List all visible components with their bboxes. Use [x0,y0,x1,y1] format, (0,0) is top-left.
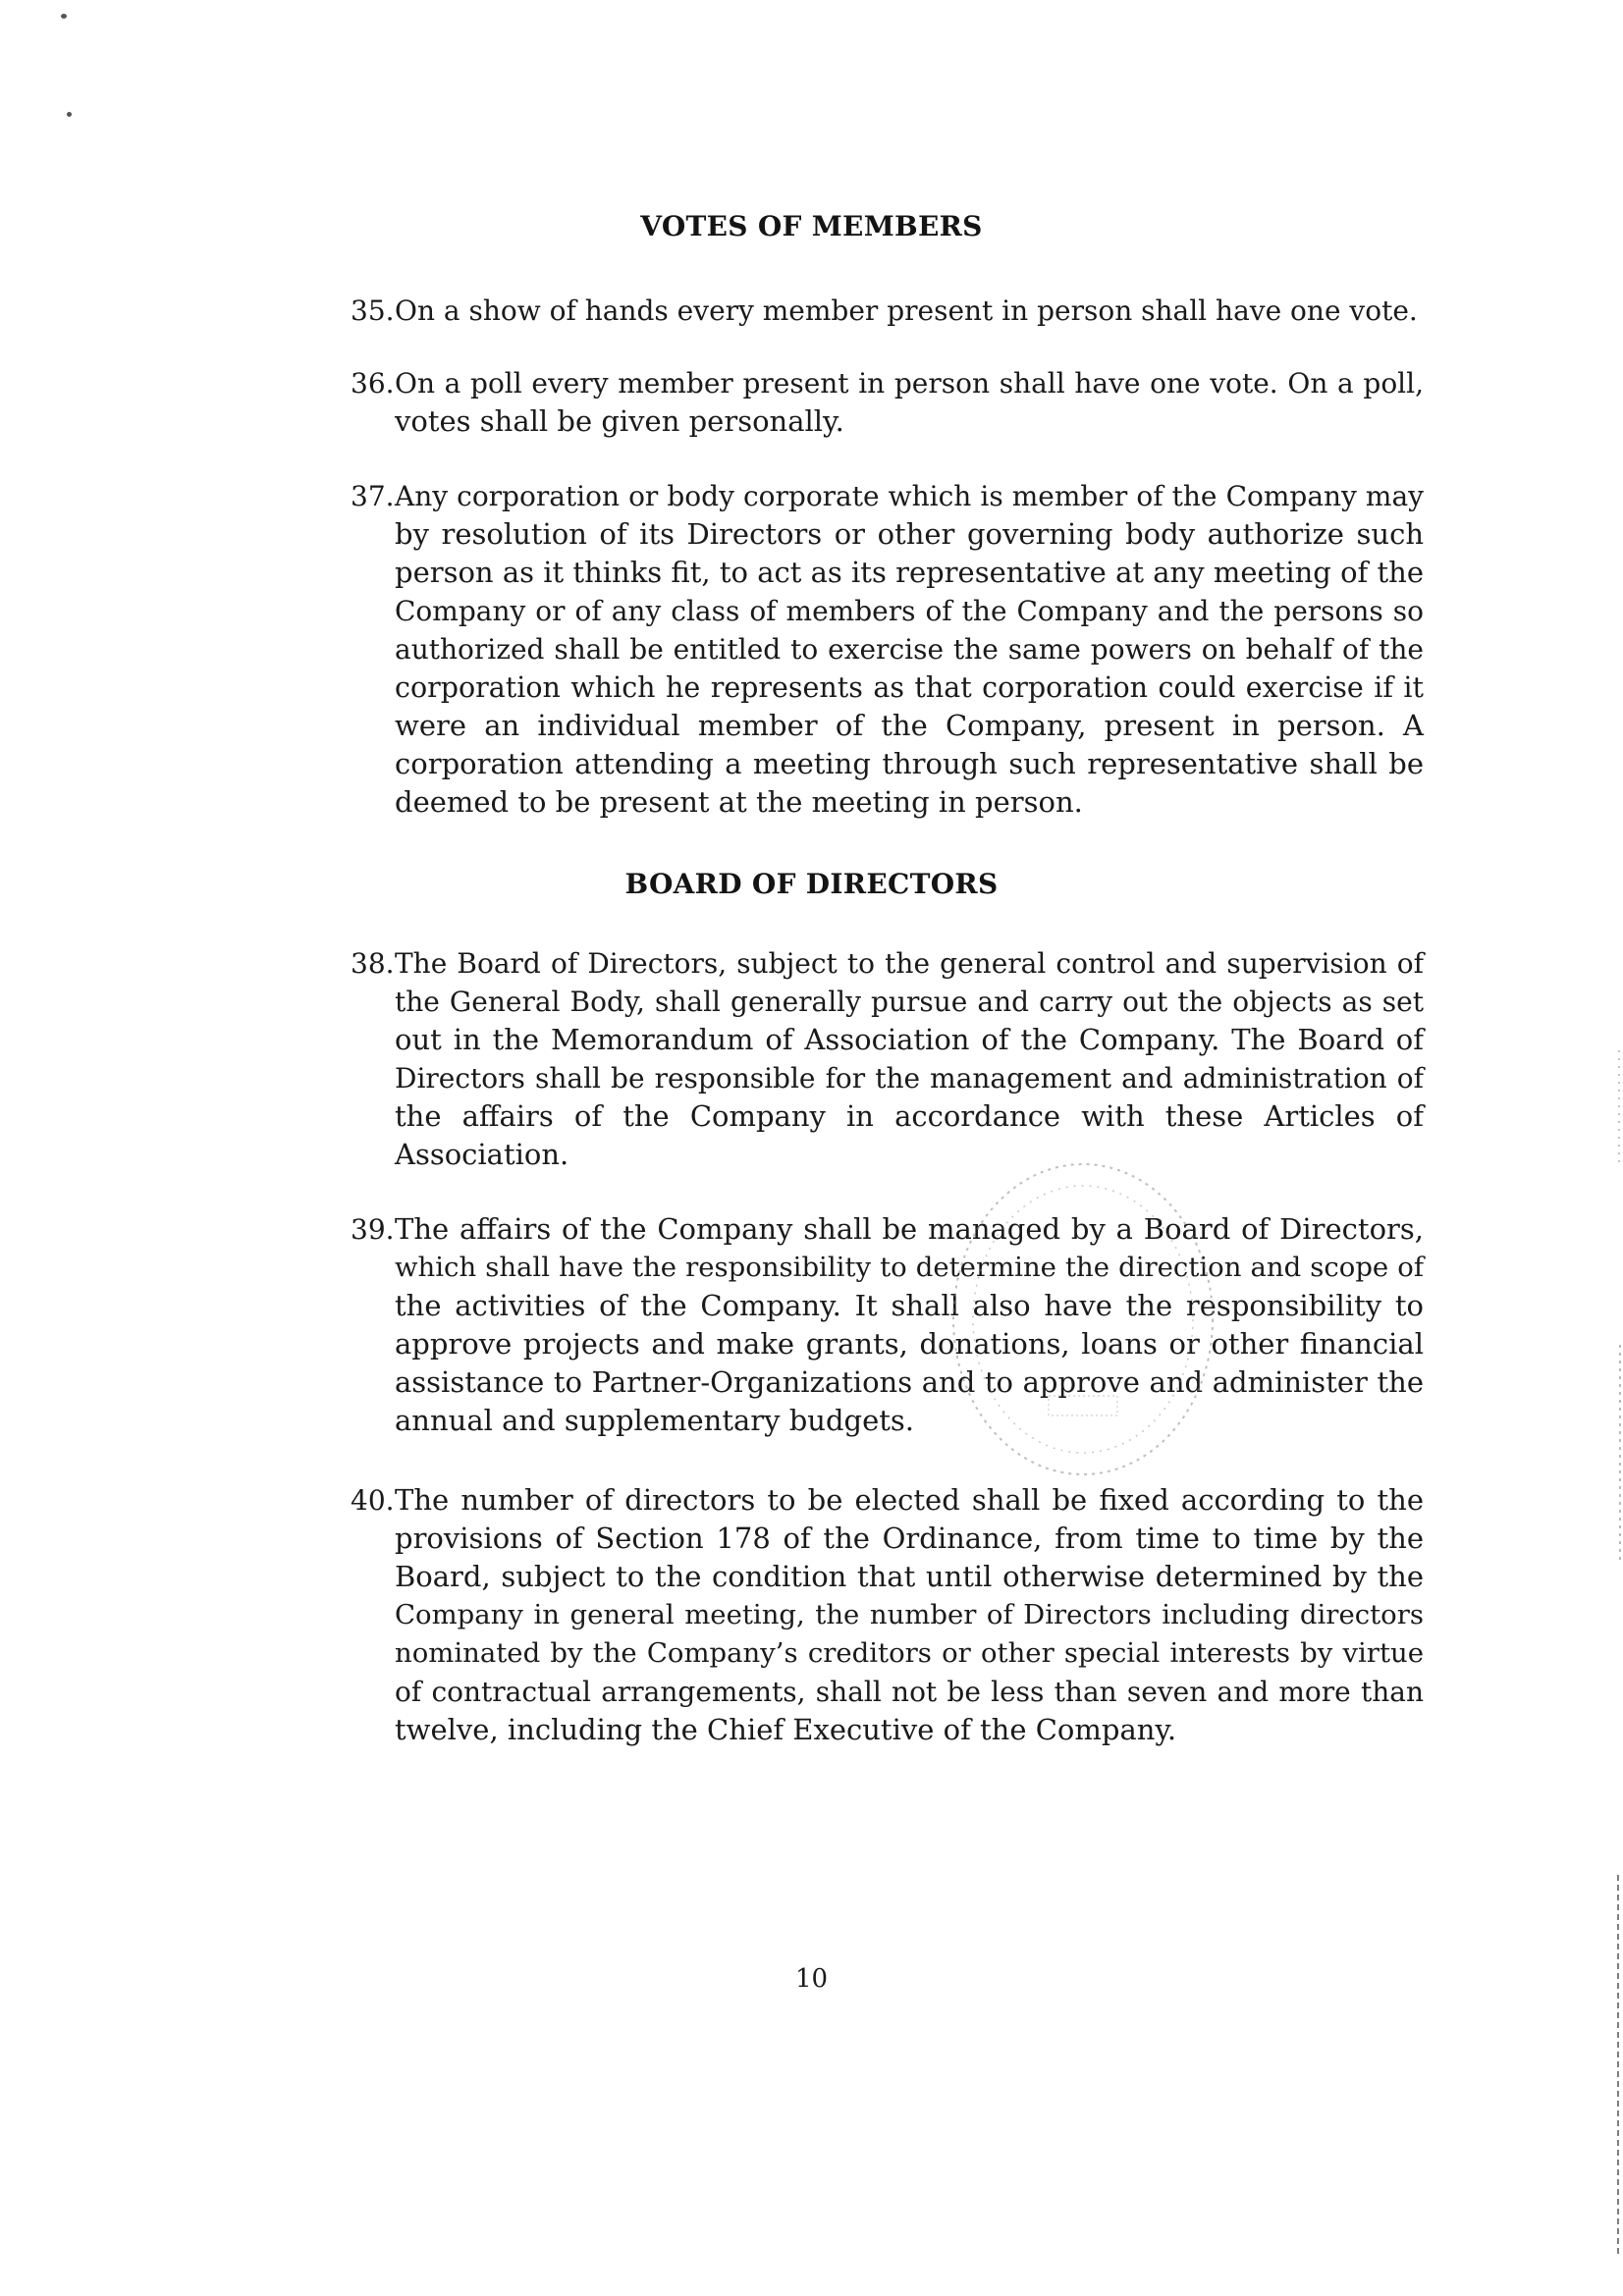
clause-40-line: Company in general meeting, the number of Directors including directors [395,1599,1424,1630]
scan-speck [61,14,67,19]
clause-40-line: Board, subject to the condition that until otherwise determined by the [395,1560,1424,1593]
clause-39-line: approve projects and make grants, donations, loans or other financial [395,1327,1424,1361]
clause-36-text [395,364,1424,441]
clause-40-text [395,1481,1424,1749]
page-number: 10 [794,1964,829,1994]
clause-40-line: provisions of Section 178 of the Ordinance, from time to time by the [395,1522,1424,1555]
clause-number-37: 37. [351,480,395,512]
scan-speck [67,112,72,117]
clause-number-38: 38. [351,947,395,980]
clause-37-line: authorized shall be entitled to exercise the same powers on behalf of the [395,633,1424,666]
clause-37-line: corporation which he represents as that corporation could exercise if it [395,671,1424,704]
clause-37-line: by resolution of its Directors or other governing body authorize such [395,517,1424,551]
clause-39-line: annual and supplementary budgets. [395,1404,915,1437]
clause-number-36: 36. [351,367,395,400]
clause-37-text [395,477,1424,822]
clause-37-line: corporation attending a meeting through such representative shall be [395,747,1424,780]
clause-38-line: The Board of Directors, subject to the general control and supervision of [395,947,1424,980]
clause-35-line: On a show of hands every member present in person shall have one vote. [395,294,1418,327]
clause-38-line: Association. [395,1138,569,1171]
clause-38-text [395,944,1424,1174]
clause-40-line: twelve, including the Chief Executive of the Company. [395,1713,1177,1746]
clause-40-line: The number of directors to be elected shall be fixed according to the [395,1483,1424,1517]
clause-37-line: Any corporation or body corporate which is member of the Company may [395,480,1424,512]
clause-39-line: which shall have the responsibility to determine the direction and scope of [395,1252,1424,1283]
clause-36-line: votes shall be given personally. [395,404,844,438]
clause-number-35: 35. [351,294,395,327]
section-heading-votes-of-members: VOTES OF MEMBERS [640,210,983,242]
clause-38-line: the General Body, shall generally pursue and carry out the objects as set [395,986,1424,1018]
clause-38-line: out in the Memorandum of Association of the Company. The Board of [395,1023,1424,1056]
clause-38-line: the affairs of the Company in accordance with these Articles of [395,1099,1424,1133]
clause-38-line: Directors shall be responsible for the management and administration of [395,1062,1424,1095]
clause-39-text [395,1210,1424,1440]
clause-36-line: On a poll every member present in person shall have one vote. On a poll, [395,367,1424,400]
clause-40-line: of contractual arrangements, shall not be less than seven and more than [395,1676,1424,1708]
clause-39-line: the activities of the Company. It shall also have the responsibility to [395,1289,1424,1322]
clause-37-line: person as it thinks fit, to act as its representative at any meeting of the [395,556,1424,589]
clause-37-line: deemed to be present at the meeting in person. [395,785,1083,819]
clause-number-39: 39. [351,1213,395,1246]
clause-35-text [395,292,1424,330]
scan-edge-mark [1615,1050,1623,2258]
clause-39-line: assistance to Partner-Organizations and to approve and administer the [395,1365,1424,1399]
section-heading-board-of-directors: BOARD OF DIRECTORS [624,868,999,900]
clause-40-line: nominated by the Company’s creditors or other special interests by virtue [395,1637,1424,1669]
clause-37-line: Company or of any class of members of the Company and the persons so [395,595,1424,627]
clause-37-line: were an individual member of the Company, present in person. A [395,709,1424,742]
clause-39-line: The affairs of the Company shall be managed by a Board of Directors, [395,1212,1424,1246]
clause-number-40: 40. [351,1484,395,1517]
